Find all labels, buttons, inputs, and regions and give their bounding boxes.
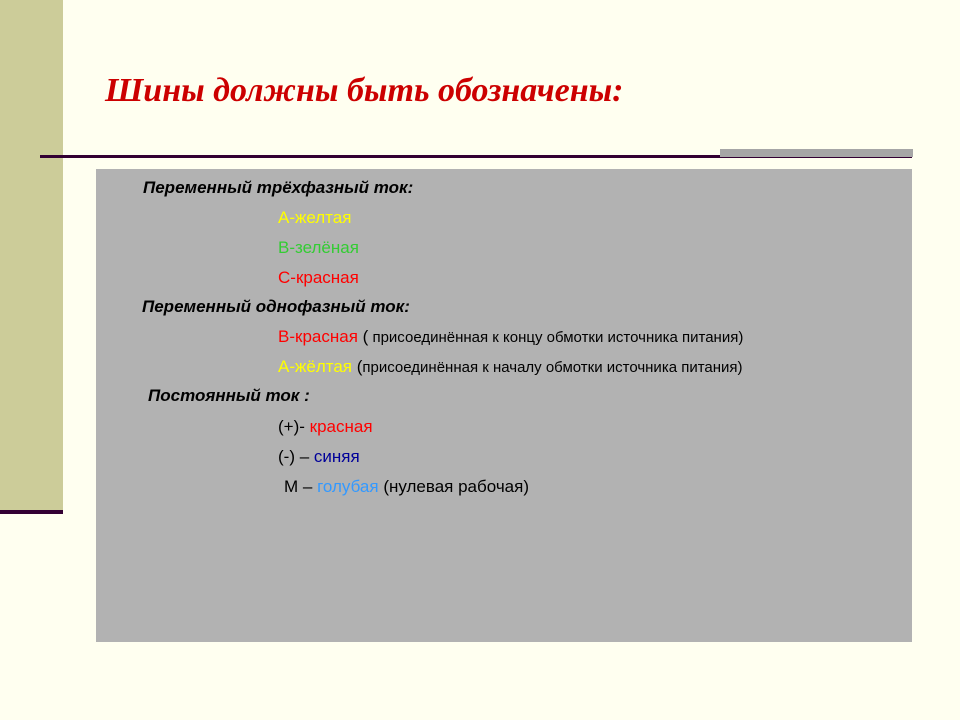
phase-a-yellow: А-желтая: [278, 208, 352, 227]
heading-direct-current: Постоянный ток :: [148, 386, 310, 405]
left-decor-bar-edge: [0, 510, 63, 514]
panel-tab-decor: [720, 149, 913, 157]
single-phase-b-note: присоединённая к концу обмотки источника питания): [368, 329, 744, 346]
phase-c-red: С-красная: [278, 268, 359, 287]
left-decor-bar: [0, 0, 63, 512]
dc-plus-line: [278, 417, 373, 437]
single-phase-b-line: [278, 327, 743, 347]
phase-b-green: В-зелёная: [278, 238, 359, 257]
single-phase-a-color: А-жёлтая: [278, 357, 353, 376]
single-phase-b-paren: (: [357, 327, 369, 346]
heading-three-phase: Переменный трёхфазный ток:: [143, 178, 414, 197]
dc-minus-prefix: (-) –: [278, 447, 314, 466]
single-phase-a-line: [278, 357, 743, 377]
dc-plus-color: красная: [309, 417, 373, 436]
dc-plus-prefix: (+)-: [278, 417, 310, 436]
dc-neutral-line: [284, 477, 529, 497]
single-phase-a-paren: (: [352, 357, 363, 376]
dc-minus-color: синяя: [313, 447, 360, 466]
dc-neutral-prefix: М –: [284, 477, 318, 496]
dc-minus-line: [278, 447, 360, 467]
dc-neutral-color: голубая: [317, 477, 379, 496]
single-phase-a-note: присоединённая к началу обмотки источника питания): [362, 359, 743, 376]
slide-title: Шины должны быть обозначены:: [105, 72, 624, 109]
single-phase-b-color: В-красная: [278, 327, 358, 346]
dc-neutral-suffix: (нулевая рабочая): [378, 477, 529, 496]
heading-single-phase: Переменный однофазный ток:: [142, 297, 410, 316]
